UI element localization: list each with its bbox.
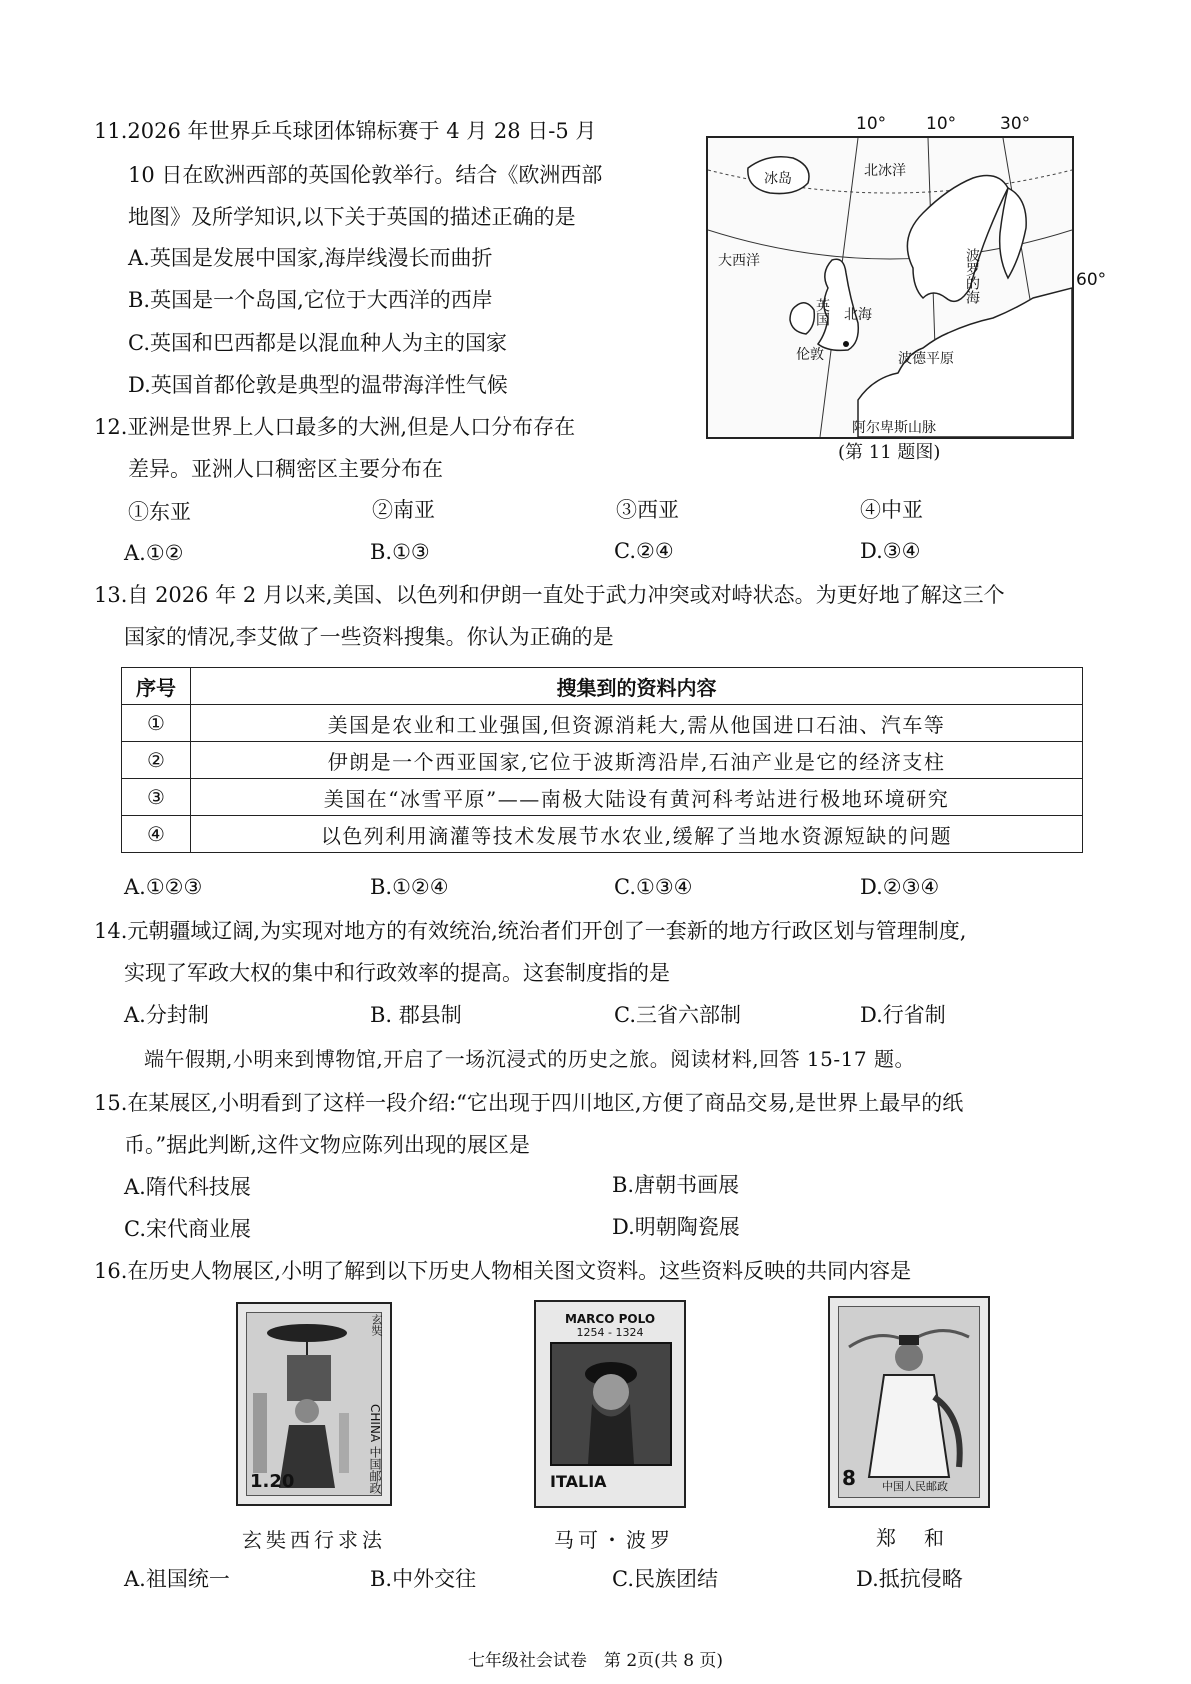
q14-option-b: B. 郡县制 (370, 1003, 462, 1027)
stamp-zheng-he-country: 中国人民邮政 (882, 1480, 948, 1493)
table-cell-content: 以色列利用滴灌等技术发展节水农业,缓解了当地水资源短缺的问题 (191, 816, 1083, 853)
q14-option-d: D.行省制 (860, 1003, 946, 1027)
map-label-baltic: 波罗的海 (964, 248, 980, 304)
q16-option-d: D.抵抗侵略 (856, 1567, 963, 1591)
q13-option-b: B.①②④ (370, 875, 449, 899)
map-degree-30: 30° (1000, 114, 1031, 134)
q14-line-1: 14.元朝疆域辽阔,为实现对地方的有效统治,统治者们开创了一套新的地方行政区划与管理制度, (94, 919, 967, 943)
q13-table (121, 667, 1083, 853)
table-cell-number: ① (122, 705, 191, 742)
stamp-zheng-he-value: 8 (842, 1466, 856, 1490)
stamp-xuanzang-country: CHINA 中国邮政 (368, 1404, 382, 1494)
table-header-row (122, 668, 1083, 705)
q12-line-2: 差异。亚洲人口稠密区主要分布在 (128, 457, 443, 481)
q16-option-a: A.祖国统一 (124, 1567, 230, 1591)
map-label-london: 伦敦 (796, 347, 824, 363)
stamp-zheng-he-image (838, 1306, 980, 1498)
table-cell-number: ② (122, 742, 191, 779)
q14-option-a: A.分封制 (124, 1003, 209, 1027)
marco-polo-figure-icon (552, 1344, 670, 1464)
stamp-marco-polo-header: MARCO POLO (564, 1312, 656, 1326)
stamp-marco-polo-caption: 马可・波罗 (554, 1528, 674, 1552)
stamp-zheng-he (828, 1296, 990, 1508)
stamp-marco-polo (534, 1300, 686, 1508)
q13-line-1: 13.自 2026 年 2 月以来,美国、以色列和伊朗一直处于武力冲突或对峙状态。为更好地了解这三个 (94, 583, 1005, 607)
stamp-xuanzang-value: 1.20 (250, 1471, 295, 1492)
table-row (122, 779, 1083, 816)
table-cell-content: 美国在“冰雪平原”——南极大陆设有黄河科考站进行极地环境研究 (191, 779, 1083, 816)
table-header-content: 搜集到的资料内容 (191, 668, 1083, 705)
q12-item-1: ①东亚 (128, 500, 191, 524)
q12-option-d: D.③④ (860, 539, 921, 563)
table-cell-content: 美国是农业和工业强国,但资源消耗大,需从他国进口石油、汽车等 (191, 705, 1083, 742)
table-row (122, 742, 1083, 779)
q11-option-d: D.英国首都伦敦是典型的温带海洋性气候 (128, 373, 508, 397)
q15-option-d: D.明朝陶瓷展 (612, 1215, 740, 1239)
q16-option-b: B.中外交往 (370, 1567, 477, 1591)
table-cell-number: ③ (122, 779, 191, 816)
map-graphic (708, 138, 1072, 437)
q11-option-c: C.英国和巴西都是以混血种人为主的国家 (128, 331, 507, 355)
q12-item-3: ③西亚 (616, 498, 679, 522)
q11-option-a: A.英国是发展中国家,海岸线漫长而曲折 (128, 246, 493, 270)
europe-west-map (706, 136, 1074, 439)
q13-option-a: A.①②③ (124, 875, 203, 899)
q11-line-1: 11.2026 年世界乒乓球团体锦标赛于 4 月 28 日-5 月 (94, 119, 597, 143)
q13-option-c: C.①③④ (614, 875, 693, 899)
xuanzang-figure-icon (247, 1313, 381, 1495)
q12-option-b: B.①③ (370, 540, 430, 564)
q14-line-2: 实现了军政大权的集中和行政效率的提高。这套制度指的是 (124, 961, 670, 985)
zheng-he-figure-icon (839, 1307, 979, 1497)
q12-line-1: 12.亚洲是世界上人口最多的大洲,但是人口分布存在 (94, 415, 576, 439)
map-label-arctic-ocean: 北冰洋 (864, 163, 906, 179)
map-label-uk: 英国 (814, 298, 830, 326)
stamp-marco-polo-country: ITALIA (550, 1472, 607, 1491)
map-label-polish-plain: 波德平原 (898, 351, 954, 367)
q11-line-3: 地图》及所学知识,以下关于英国的描述正确的是 (128, 205, 576, 229)
q13-line-2: 国家的情况,李艾做了一些资料搜集。你认为正确的是 (124, 625, 614, 649)
stamp-xuanzang (236, 1302, 392, 1506)
q15-option-a: A.隋代科技展 (124, 1175, 251, 1199)
q15-line-1: 15.在某展区,小明看到了这样一段介绍:“它出现于四川地区,方便了商品交易,是世界上最早的纸 (94, 1091, 964, 1115)
stamp-zheng-he-caption: 郑 和 (876, 1526, 948, 1550)
q14-option-c: C.三省六部制 (614, 1003, 741, 1027)
map-degree-60: 60° (1076, 270, 1107, 290)
q11-line-2: 10 日在欧洲西部的英国伦敦举行。结合《欧洲西部 (128, 163, 603, 187)
table-row (122, 705, 1083, 742)
q15-option-b: B.唐朝书画展 (612, 1173, 740, 1197)
table-cell-content: 伊朗是一个西亚国家,它位于波斯湾沿岸,石油产业是它的经济支柱 (191, 742, 1083, 779)
q12-item-4: ④中亚 (860, 498, 923, 522)
stamp-xuanzang-caption: 玄奘西行求法 (242, 1528, 386, 1552)
q12-option-c: C.②④ (614, 539, 674, 563)
map-label-north-sea: 北海 (844, 307, 872, 323)
page-footer: 七年级社会试卷 第 2页(共 8 页) (467, 1651, 724, 1671)
q11-option-b: B.英国是一个岛国,它位于大西洋的西岸 (128, 288, 493, 312)
q16-option-c: C.民族团结 (612, 1567, 718, 1591)
material-intro: 端午假期,小明来到博物馆,开启了一场沉浸式的历史之旅。阅读材料,回答 15-17 题。 (144, 1047, 915, 1071)
table-row (122, 816, 1083, 853)
stamp-marco-polo-years: 1254 - 1324 (576, 1326, 644, 1339)
map-degree-10-left: 10° (856, 114, 887, 134)
stamp-xuanzang-image (246, 1312, 382, 1496)
table-cell-number: ④ (122, 816, 191, 853)
q15-line-2: 币。”据此判断,这件文物应陈列出现的展区是 (124, 1133, 530, 1157)
q13-option-d: D.②③④ (860, 875, 940, 899)
q16-line: 16.在历史人物展区,小明了解到以下历史人物相关图文资料。这些资料反映的共同内容是 (94, 1259, 912, 1283)
map-label-iceland: 冰岛 (764, 171, 792, 187)
map-caption: (第 11 题图) (838, 442, 941, 463)
stamp-xuanzang-top-text: 玄奘 (370, 1314, 383, 1336)
map-degree-10-right: 10° (926, 114, 957, 134)
q12-item-2: ②南亚 (372, 498, 435, 522)
q12-option-a: A.①② (124, 541, 184, 565)
map-label-alps: 阿尔卑斯山脉 (852, 420, 936, 436)
table-header-number: 序号 (122, 668, 191, 705)
stamp-marco-polo-portrait (550, 1342, 672, 1466)
map-label-atlantic: 大西洋 (718, 253, 760, 269)
q15-option-c: C.宋代商业展 (124, 1217, 251, 1241)
